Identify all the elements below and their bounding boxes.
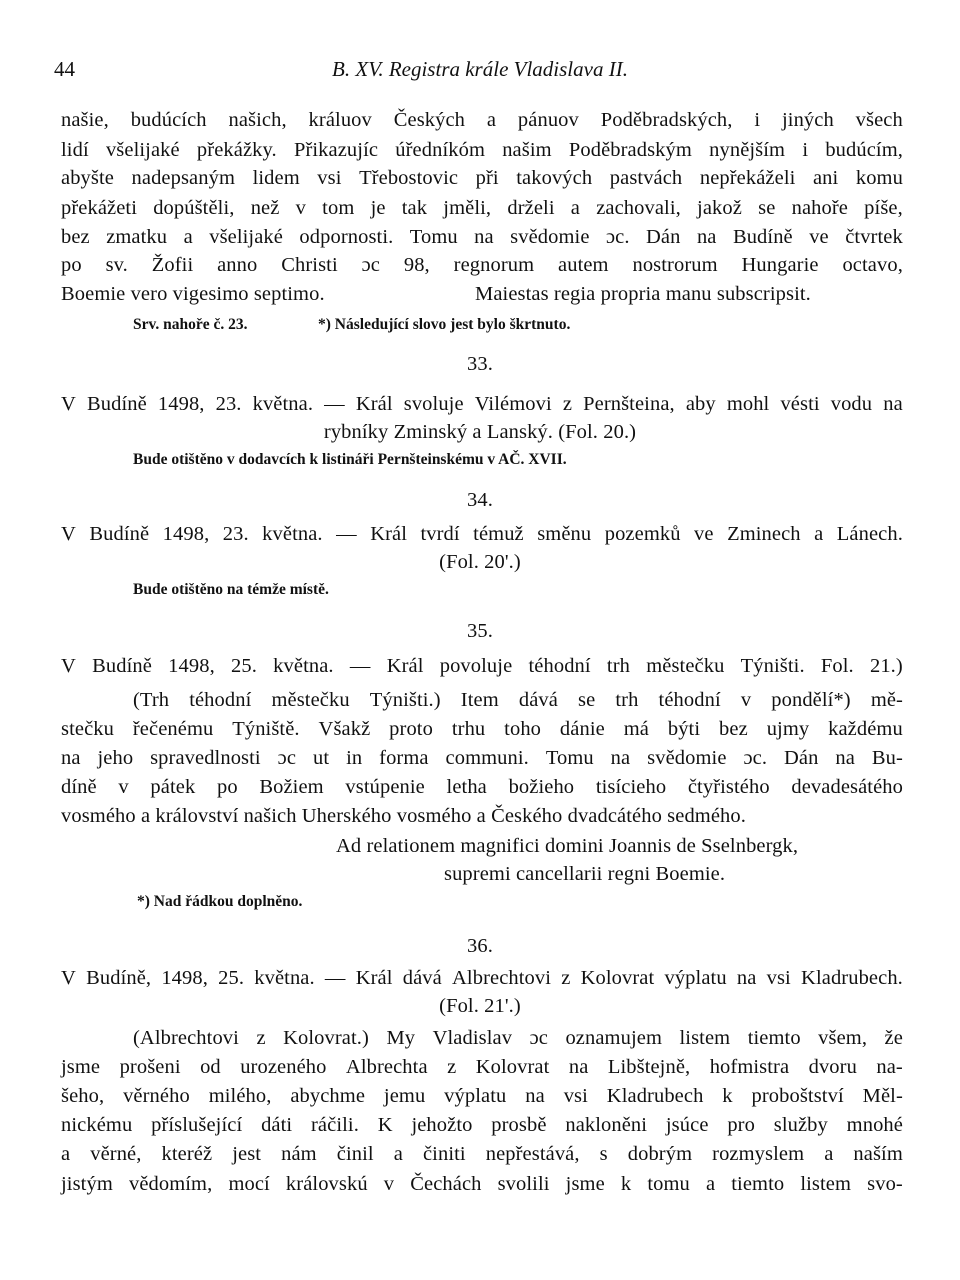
entry-number-33: 33. [467,353,493,375]
page-number: 44 [54,57,75,81]
entry-heading-continued: rybníky Zminský a Lanský. (Fol. 20.) [323,421,637,443]
text-line: lidí všelijaké překážky. Přikazujíc úředníkóm našim Poděbradským nynějším i budúcím, [61,139,903,161]
running-title: B. XV. Registra krále Vladislava II. [332,57,628,81]
text-line: stečku řečenému Týniště. Všakž proto trhu toho dánie má býti bez ujmy každému [61,718,903,740]
footnote: *) Nad řádkou doplněno. [137,893,303,910]
text-line: jsme prošeni od urozeného Albrechta z Kolovrat na Libštejně, hofmistra dvoru na- [61,1056,903,1078]
entry-heading: V Budíně 1498, 25. května. — Král povoluje téhodní trh městečku Týništi. Fol. 21.) [61,655,903,677]
entry-heading: V Budíně 1498, 23. května. — Král tvrdí témuž směnu pozemků ve Zminech a Lánech. [61,523,903,545]
text-line: abyšte nadepsaným lidem vsi Třebostovic při takových pastvách nepřekáželi ani komu [61,167,903,189]
text-line: díně v pátek po Božiem vstúpenie letha božieho tisícieho čtyřistého devadesátého [61,776,903,798]
entry-number-34: 34. [467,489,493,511]
entry-heading: V Budíně, 1498, 25. května. — Král dává Albrechtovi z Kolovrat výplatu na vsi Kladrubech. [61,967,903,989]
entry-heading-continued: (Fol. 20'.) [439,551,521,573]
edition-note: Bude otištěno na témže místě. [133,581,329,598]
text-line: bez zmatku a všelijaké odpornosti. Tomu na svědomie ɔc. Dán na Budíně ve čtvrtek [61,226,903,248]
text-line: našie, budúcích našich, králuov Českých a pánuov Poděbradských, i jiných všech [61,109,903,131]
text-line: po sv. Žofii anno Christi ɔc 98, regnorum autem nostrorum Hungarie octavo, [61,254,903,276]
relation-note: Ad relationem magnifici domini Joannis de Sselnbergk, [336,835,799,857]
text-line: šeho, věrného milého, abychme jemu výplatu na vsi Kladrubech k proboštství Měl- [61,1085,903,1107]
text-line: na jeho spravedlnosti ɔc ut in forma communi. Tomu na svědomie ɔc. Dán na Bu- [61,747,903,769]
text-line: nickému příslušející dáti ráčili. K jehožto prosbě nakloněni jsúce pro služby mnohé [61,1114,903,1136]
footnote-reference: Srv. nahoře č. 23. [133,316,248,333]
entry-number-36: 36. [467,935,493,957]
relation-note-continued: supremi cancellarii regni Boemie. [444,863,726,885]
entry-heading-continued: (Fol. 21'.) [439,995,521,1017]
subscription-line: Maiestas regia propria manu subscripsit. [475,283,811,305]
text-line: (Trh téhodní městečku Týništi.) Item dává se trh téhodní v pondělí*) mě- [133,689,903,711]
text-line-last: vosmého a království našich Uherského vosmého a Českého dvadcátého sedmého. [61,805,746,827]
text-line: a věrné, kteréž jest nám činil a činiti nepřestává, s dobrým rozmyslem a naším [61,1143,903,1165]
text-line: (Albrechtovi z Kolovrat.) My Vladislav ɔc oznamujem listem tiemto všem, že [133,1027,903,1049]
entry-heading: V Budíně 1498, 23. května. — Král svoluje Vilémovi z Pernšteina, aby mohl vésti vodu na [61,393,903,415]
text-line: překážeti dopúštěli, než v tom je tak jměli, drželi a zachovali, jakož se nahoře píše, [61,197,903,219]
text-line: jistým vědomím, mocí královskú v Čechách svolili jsme k tomu a tiemto listem svo- [61,1173,903,1195]
edition-note: Bude otištěno v dodavcích k listináři Pernšteinskému v AČ. XVII. [133,451,567,468]
text-line-last: Boemie vero vigesimo septimo. [61,283,325,305]
footnote: *) Následující slovo jest bylo škrtnuto. [318,316,571,333]
entry-number-35: 35. [467,620,493,642]
